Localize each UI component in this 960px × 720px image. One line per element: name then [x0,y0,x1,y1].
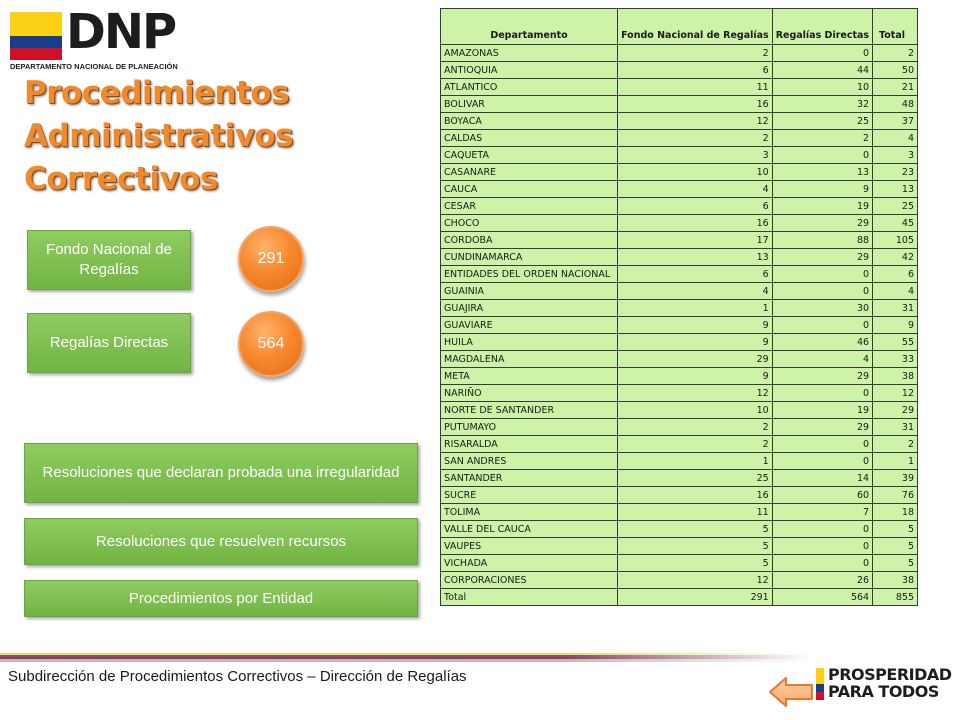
table-cell-departamento: ANTIOQUIA [441,62,618,79]
table-cell-value: 9 [873,317,918,334]
table-cell-value: 16 [618,215,773,232]
dnp-logo-subtitle: DEPARTAMENTO NACIONAL DE PLANEACIÓN [10,62,178,71]
page-title-line-2: Administrativos [24,118,294,154]
regalias-table-container [440,8,918,606]
table-cell-value: 0 [772,555,872,572]
page-title-line-1: Procedimientos [24,75,290,111]
table-cell-value: 55 [873,334,918,351]
table-cell-departamento: BOLIVAR [441,96,618,113]
table-cell-value: 564 [772,589,872,606]
table-row [441,436,918,453]
table-cell-value: 2 [618,419,773,436]
table-cell-value: 6 [873,266,918,283]
dnp-logo [10,4,195,71]
table-row [441,181,918,198]
table-cell-value: 10 [618,164,773,181]
table-cell-value: 39 [873,470,918,487]
table-cell-value: 29 [873,402,918,419]
table-cell-value: 5 [618,555,773,572]
table-cell-value: 29 [772,249,872,266]
table-cell-value: 12 [618,113,773,130]
table-row [441,555,918,572]
table-cell-value: 0 [772,283,872,300]
table-cell-value: 25 [772,113,872,130]
brand-line-2: PARA TODOS [828,682,939,701]
table-row [441,504,918,521]
table-cell-departamento: HUILA [441,334,618,351]
table-cell-value: 21 [873,79,918,96]
footer-text: Subdirección de Procedimientos Correctivos – Dirección de Regalías [8,668,467,685]
table-cell-departamento: GUAVIARE [441,317,618,334]
table-cell-value: 2 [618,130,773,147]
table-cell-value: 5 [873,555,918,572]
header-regalias-directas: Regalías Directas [772,9,872,45]
table-cell-value: 9 [772,181,872,198]
regalias-directas-button[interactable]: Regalías Directas [27,313,191,373]
table-row [441,79,918,96]
fondo-nacional-button[interactable]: Fondo Nacional de Regalías [27,230,191,290]
table-cell-value: 4 [618,283,773,300]
table-cell-value: 33 [873,351,918,368]
table-cell-departamento: VICHADA [441,555,618,572]
table-cell-value: 44 [772,62,872,79]
table-cell-departamento: CUNDINAMARCA [441,249,618,266]
dnp-logo-text: DNP [66,4,176,60]
table-cell-departamento: NARIÑO [441,385,618,402]
table-cell-departamento: CORDOBA [441,232,618,249]
table-cell-value: 291 [618,589,773,606]
table-cell-value: 0 [772,147,872,164]
table-cell-value: 88 [772,232,872,249]
table-cell-departamento: ENTIDADES DEL ORDEN NACIONAL [441,266,618,283]
table-cell-departamento: SUCRE [441,487,618,504]
table-row [441,232,918,249]
table-row [441,198,918,215]
table-cell-value: 1 [618,300,773,317]
table-cell-departamento: SANTANDER [441,470,618,487]
table-cell-value: 76 [873,487,918,504]
table-row [441,487,918,504]
table-row [441,283,918,300]
table-cell-value: 46 [772,334,872,351]
table-row [441,113,918,130]
table-cell-departamento: CASANARE [441,164,618,181]
table-cell-value: 0 [772,266,872,283]
table-cell-value: 31 [873,419,918,436]
table-cell-value: 16 [618,96,773,113]
table-cell-value: 6 [618,198,773,215]
table-cell-value: 6 [618,62,773,79]
table-cell-value: 13 [772,164,872,181]
table-row [441,538,918,555]
table-row [441,453,918,470]
table-cell-value: 9 [618,368,773,385]
table-row [441,402,918,419]
table-cell-departamento: SAN ANDRES [441,453,618,470]
table-cell-value: 3 [618,147,773,164]
resoluciones-recursos-button[interactable]: Resoluciones que resuelven recursos [24,518,418,565]
prosperidad-para-todos-logo [816,664,952,704]
table-cell-value: 50 [873,62,918,79]
header-departamento: Departamento [441,9,618,45]
table-cell-value: 0 [772,538,872,555]
table-cell-value: 1 [618,453,773,470]
table-cell-value: 5 [618,538,773,555]
table-cell-value: 29 [772,368,872,385]
table-cell-value: 7 [772,504,872,521]
table-row [441,215,918,232]
table-cell-value: 16 [618,487,773,504]
table-cell-value: 14 [772,470,872,487]
table-cell-value: 4 [873,130,918,147]
table-cell-value: 48 [873,96,918,113]
table-cell-value: 32 [772,96,872,113]
procedimientos-entidad-button[interactable]: Procedimientos por Entidad [24,580,418,617]
table-row [441,249,918,266]
table-row [441,164,918,181]
table-cell-value: 12 [618,572,773,589]
table-row [441,419,918,436]
table-row [441,589,918,606]
resoluciones-irregularidad-button[interactable]: Resoluciones que declaran probada una irregularidad [24,443,418,503]
table-cell-value: 0 [772,453,872,470]
table-cell-value: 13 [873,181,918,198]
regalias-table [440,8,918,606]
table-cell-departamento: CALDAS [441,130,618,147]
table-cell-departamento: CAUCA [441,181,618,198]
table-cell-value: 3 [873,147,918,164]
table-cell-departamento: RISARALDA [441,436,618,453]
table-cell-value: 37 [873,113,918,130]
table-cell-value: 11 [618,504,773,521]
table-row [441,147,918,164]
table-cell-value: 4 [772,351,872,368]
table-cell-value: 19 [772,198,872,215]
table-cell-value: 18 [873,504,918,521]
table-cell-value: 38 [873,572,918,589]
table-cell-departamento: CESAR [441,198,618,215]
table-cell-departamento: META [441,368,618,385]
table-cell-value: 26 [772,572,872,589]
table-cell-value: 60 [772,487,872,504]
table-cell-departamento: GUAINIA [441,283,618,300]
back-arrow-icon[interactable] [768,676,814,708]
table-cell-value: 19 [772,402,872,419]
table-cell-value: 5 [873,521,918,538]
table-body [441,45,918,606]
table-cell-departamento: BOYACA [441,113,618,130]
regalias-directas-count-badge: 564 [238,311,304,377]
table-row [441,130,918,147]
table-cell-value: 10 [772,79,872,96]
table-cell-value: 1 [873,453,918,470]
table-row [441,96,918,113]
table-cell-value: 0 [772,521,872,538]
table-cell-departamento: PUTUMAYO [441,419,618,436]
table-cell-value: 30 [772,300,872,317]
page-title [24,72,293,201]
table-cell-value: 17 [618,232,773,249]
table-cell-value: 42 [873,249,918,266]
header-fondo-nacional: Fondo Nacional de Regalías [618,9,773,45]
header-total: Total [873,9,918,45]
table-cell-value: 0 [772,317,872,334]
table-cell-value: 4 [873,283,918,300]
table-cell-value: 105 [873,232,918,249]
table-cell-value: 2 [873,436,918,453]
table-cell-value: 31 [873,300,918,317]
table-row [441,368,918,385]
footer-stripe-fade [0,653,812,662]
table-cell-value: 29 [618,351,773,368]
table-row [441,470,918,487]
table-cell-value: 45 [873,215,918,232]
page-title-line-3: Correctivos [24,161,218,197]
table-cell-departamento: CAQUETA [441,147,618,164]
table-cell-departamento: GUAJIRA [441,300,618,317]
table-cell-value: 9 [618,317,773,334]
table-cell-departamento: NORTE DE SANTANDER [441,402,618,419]
table-cell-value: 9 [618,334,773,351]
table-cell-value: 13 [618,249,773,266]
table-cell-value: 0 [772,385,872,402]
table-cell-departamento: CHOCO [441,215,618,232]
table-header-row [441,9,918,45]
table-cell-value: 0 [772,436,872,453]
table-cell-value: 12 [618,385,773,402]
table-row [441,334,918,351]
table-cell-value: 4 [618,181,773,198]
table-cell-value: 2 [618,45,773,62]
table-cell-departamento: VAUPES [441,538,618,555]
table-cell-value: 11 [618,79,773,96]
table-cell-departamento: CORPORACIONES [441,572,618,589]
table-cell-value: 855 [873,589,918,606]
table-cell-departamento: AMAZONAS [441,45,618,62]
table-cell-value: 23 [873,164,918,181]
table-cell-departamento: TOLIMA [441,504,618,521]
colombia-bars-icon [816,668,824,700]
brand-line-1: PROSPERIDAD [828,665,952,684]
table-cell-departamento: MAGDALENA [441,351,618,368]
table-cell-departamento: Total [441,589,618,606]
table-row [441,521,918,538]
table-cell-value: 25 [873,198,918,215]
table-row [441,300,918,317]
table-cell-value: 38 [873,368,918,385]
table-row [441,351,918,368]
table-cell-value: 5 [618,521,773,538]
table-cell-value: 25 [618,470,773,487]
table-cell-value: 12 [873,385,918,402]
table-row [441,45,918,62]
colombia-flag-icon [10,12,62,60]
table-cell-value: 0 [772,45,872,62]
fondo-nacional-count-badge: 291 [238,226,304,292]
table-cell-value: 6 [618,266,773,283]
table-row [441,385,918,402]
table-cell-value: 5 [873,538,918,555]
table-row [441,317,918,334]
table-row [441,266,918,283]
table-row [441,572,918,589]
table-cell-value: 29 [772,419,872,436]
table-cell-departamento: ATLANTICO [441,79,618,96]
table-cell-value: 2 [772,130,872,147]
table-cell-departamento: VALLE DEL CAUCA [441,521,618,538]
table-cell-value: 29 [772,215,872,232]
table-cell-value: 10 [618,402,773,419]
table-cell-value: 2 [618,436,773,453]
table-row [441,62,918,79]
table-cell-value: 2 [873,45,918,62]
